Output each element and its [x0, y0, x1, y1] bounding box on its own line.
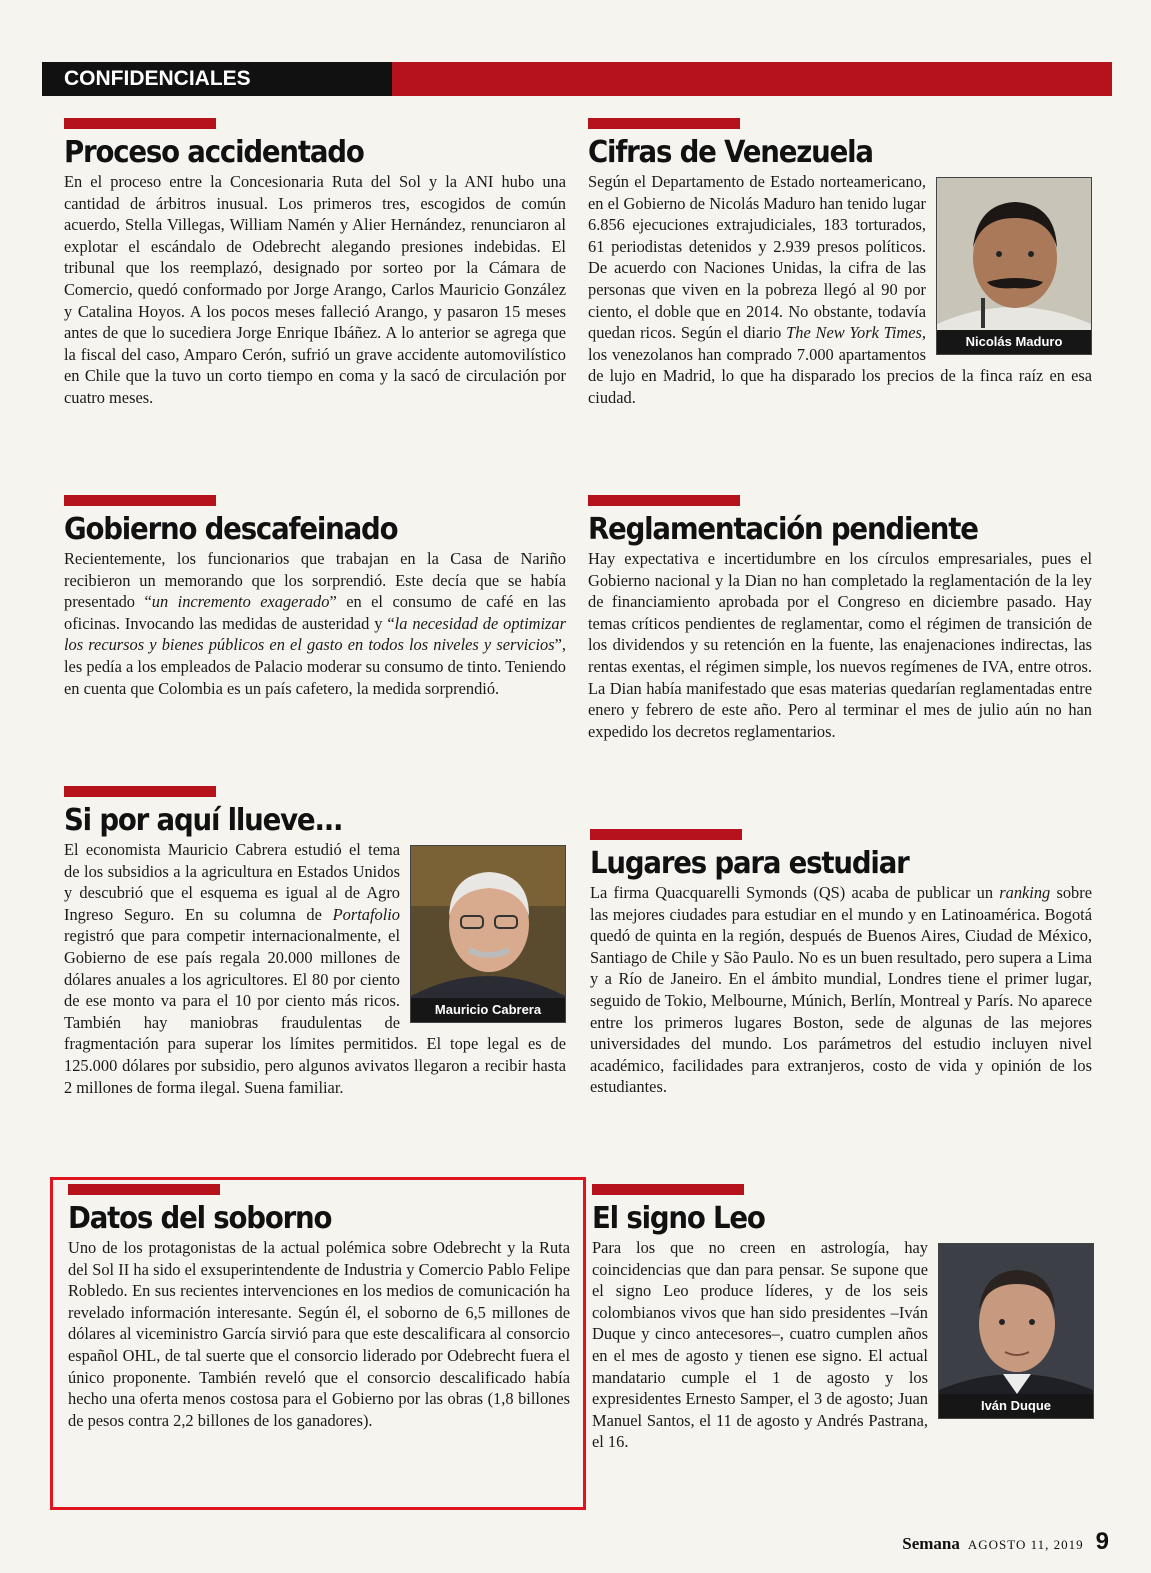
- section-label: CONFIDENCIALES: [42, 62, 392, 96]
- article-body: Iván Duque Para los que no creen en astrología, hay coincidencias que dan para pensar. Se supone que el signo Leo produce líderes, y de los seis colombianos vivos que han sido presidentes –Iván Duque y cinco antecesores–, cuatro cumplen años en el mes de agosto y tienen ese signo. El actual mandatario cumple el 1 de agosto y los expresidentes Ernesto Samper, el 3 de agosto; Juan Manuel Santos, el 11 de agosto y Andrés Pastrana, el 16.: [592, 1237, 1094, 1453]
- article-accent-bar: [64, 118, 216, 129]
- article-title: Gobierno descafeinado: [64, 512, 398, 547]
- article-accent-bar: [64, 786, 216, 797]
- article-title: Cifras de Venezuela: [588, 135, 873, 170]
- article-gobierno: [64, 495, 566, 699]
- article-cifras: [588, 118, 1092, 409]
- article-reglamentacion: [588, 495, 1092, 742]
- article-title: Si por aquí llueve...: [64, 803, 343, 838]
- article-body: Recientemente, los funcionarios que trabajan en la Casa de Nariño recibieron un memorando que los sorprendió. Este decía que se había presentado “un incremento exagerado” en el consumo de café en las oficinas. Invocando las medidas de austeridad y “la necesidad de optimizar los recursos y bienes públicos en el gasto en todos los niveles y servicios”, les pedía a los empleados de Palacio moderar su consumo de tinto. Teniendo en cuenta que Colombia es un país cafetero, la medida sorprendió.: [64, 549, 567, 698]
- portrait-image: [411, 846, 565, 1022]
- highlight-box: [50, 1177, 586, 1510]
- photo-mauricio-cabrera: [410, 845, 566, 1023]
- page-footer: [902, 1528, 1109, 1556]
- article-body: Hay expectativa e incertidumbre en los círculos empresariales, pues el Gobierno nacional y la Dian no han completado la reglamentación de la ley de financiamiento aprobada por el Congreso en diciembre pasado. Hay temas críticos pendientes de reglamentar, como el régimen de transición de los dividendos y su retención en la fuente, las enajenaciones indirectas, las rentas exentas, el régimen simple, los nuevos regímenes de IVA, entre otros. La Dian había manifestado que esas materias quedarían reglamentadas entre enero y febrero de este año. Pero al terminar el mes de julio aún no han expedido los decretos reglamentarios.: [588, 549, 1092, 741]
- photo-caption: Nicolás Maduro: [937, 330, 1091, 354]
- article-leo: [592, 1184, 1094, 1453]
- article-accent-bar: [588, 495, 740, 506]
- article-title: Datos del soborno: [68, 1201, 332, 1236]
- article-proceso: [64, 118, 566, 409]
- photo-caption: Iván Duque: [939, 1394, 1093, 1418]
- article-body: Uno de los protagonistas de la actual polémica sobre Odebrecht y la Ruta del Sol II ha sido el exsuperintendente de Industria y Comercio Pablo Felipe Robledo. En sus recientes intervenciones en los medios de comunicación ha revelado información interesante. Según él, el soborno de 6,5 millones de dólares al viceministro García sirvió para que este descalificara al consorcio español OHL, de tal suerte que el consorcio liderado por Odebrecht fuera el único proponente. También reveló que el consorcio descalificado había hecho una oferta menos costosa para el Gobierno por las obras (1,8 billones de pesos contra 2,2 billones de los ganadores).: [68, 1238, 570, 1430]
- article-body: Mauricio Cabrera El economista Mauricio Cabrera estudió el tema de los subsidios a la agricultura en Estados Unidos y descubrió que el esquema es igual al de Agro Ingreso Seguro. En su columna de Portafolio registró que para competir internacionalmente, el Gobierno de ese país regala 20.000 millones de dólares anuales a los agricultores. El 80 por ciento de ese monto va para el 10 por ciento más ricos. También hay maniobras fraudulentas de fragmentación para superar los límites permitidos. El tope legal es de 125.000 dólares por subsidio, pero algunos avivatos llegaron a recibir hasta 2 millones de forma ilegal. Suena familiar.: [64, 840, 566, 1097]
- article-title: Reglamentación pendiente: [588, 512, 978, 547]
- article-body: En el proceso entre la Concesionaria Ruta del Sol y la ANI hubo una cantidad de árbitros inusual. Los primeros tres, escogidos de común acuerdo, Stella Villegas, William Namén y Alier Hernández, renunciaron al explotar el escándalo de Odebrecht alegando presiones indebidas. El tribunal que los reemplazó, designado por sorteo por la Cámara de Comercio, quedó conformado por Jorge Arango, Carlos Mauricio González y Catalina Hoyos. A los pocos meses falleció Arango, y pasaron 15 meses antes de que lo sucediera Jorge Enrique Ibáñez. A lo anterior se agrega que la fiscal del caso, Amparo Cerón, sufrió un grave accidente automovilístico en Chile que la tuvo un corto tiempo en coma y la sacó de circulación por cuatro meses.: [64, 172, 566, 407]
- photo-nicolas-maduro: [936, 177, 1092, 355]
- article-title: Proceso accidentado: [64, 135, 364, 170]
- footer-brand: Semana: [902, 1534, 960, 1553]
- photo-ivan-duque: [938, 1243, 1094, 1419]
- article-accent-bar: [64, 495, 216, 506]
- article-lugares: [590, 829, 1092, 1098]
- article-title: El signo Leo: [592, 1201, 765, 1236]
- article-llueve: [64, 786, 566, 1098]
- article-body: La firma Quacquarelli Symonds (QS) acaba de publicar un ranking sobre las mejores ciudades para estudiar en el mundo y en Latinoamérica. Bogotá quedó de quinta en la región, después de Buenos Aires, Ciudad de México, Santiago de Chile y São Paulo. No es un buen resultado, pero supera a Lima y a Río de Janeiro. En el ámbito mundial, Londres tiene el primer lugar, seguido de Tokio, Melbourne, Múnich, Berlín, Montreal y París. No aparece entre los primeros lugares Boston, sede de algunas de las mejores universidades del mundo. Los parámetros del estudio incluyen nivel académico, facilidades para extranjeros, costo de vida y opinión de los estudiantes.: [590, 883, 1092, 1097]
- article-body: Nicolás Maduro Según el Departamento de Estado norteamericano, en el Gobierno de Nicolás Maduro han tenido lugar 6.856 ejecuciones extrajudiciales, 183 torturados, 61 periodistas detenidos y 2.939 presos políticos. De acuerdo con Naciones Unidas, la cifra de las personas que viven en la pobreza llegó al 90 por ciento, el doble que en 2014. No obstante, todavía quedan ricos. Según el diario The New York Times, los venezolanos han comprado 7.000 apartamentos de lujo en Madrid, lo que ha disparado los precios de la finca raíz en esa ciudad.: [588, 172, 1092, 407]
- article-accent-bar: [588, 118, 740, 129]
- portrait-image: [937, 178, 1091, 354]
- page-number: 9: [1095, 1528, 1109, 1555]
- photo-caption: Mauricio Cabrera: [411, 998, 565, 1022]
- footer-date: AGOSTO 11, 2019: [967, 1537, 1084, 1552]
- article-accent-bar: [592, 1184, 744, 1195]
- article-accent-bar: [590, 829, 742, 840]
- portrait-image: [939, 1244, 1093, 1418]
- article-title: Lugares para estudiar: [590, 846, 909, 881]
